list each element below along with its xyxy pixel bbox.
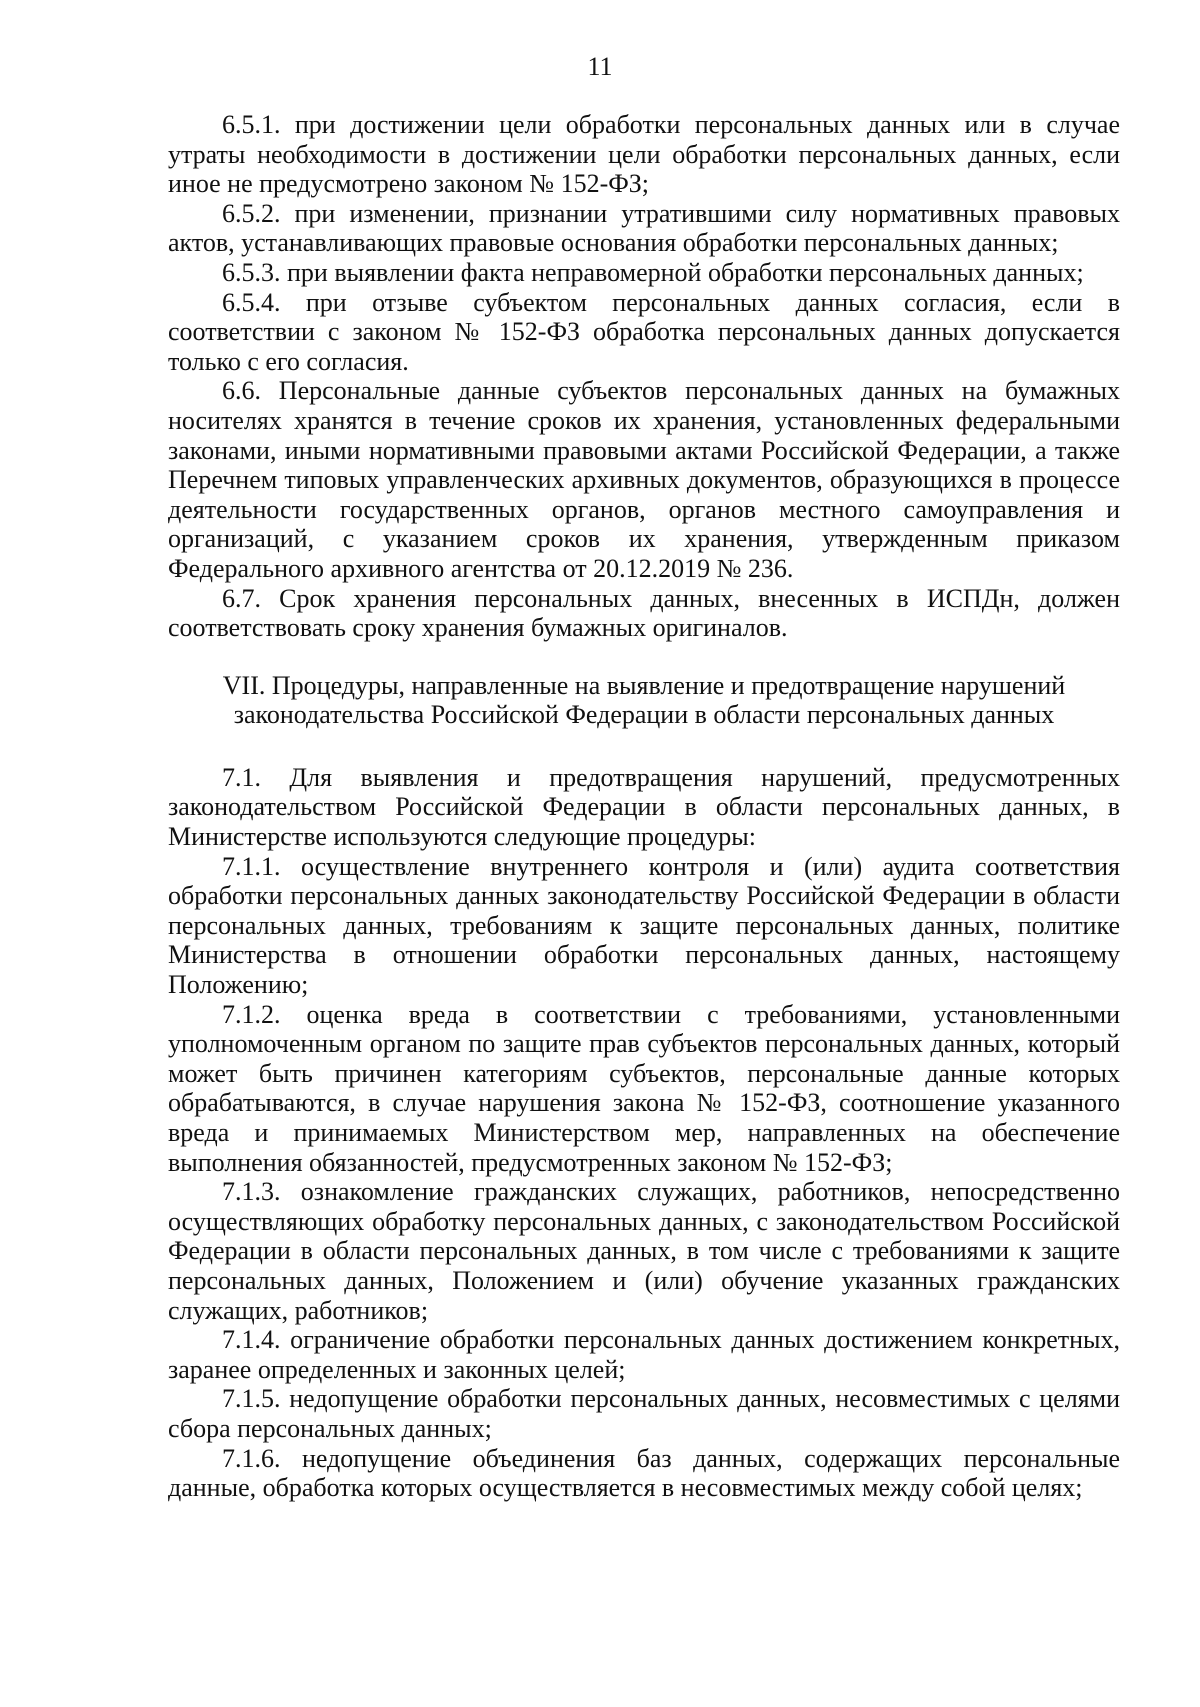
paragraph-6-5-2: 6.5.2. при изменении, признании утратившими силу нормативных правовых актов, устанавливающих правовые основания обработки персональных данных; [168,198,1120,258]
paragraph-7-1-5: 7.1.5. недопущение обработки персональных данных, несовместимых с целями сбора персональных данных; [168,1384,1120,1443]
paragraph-6-7: 6.7. Срок хранения персональных данных, внесенных в ИСПДн, должен соответствовать сроку хранения бумажных оригиналов. [168,583,1120,643]
paragraph-6-6: 6.6. Персональные данные субъектов персональных данных на бумажных носителях хранятся в течение сроков их хранения, установленных федеральными законами, иными нормативными правовыми актами Российской Федерации, а также Перечнем типовых управленческих архивных документов, образующихся в процессе деятельности государственных органов, органов местного самоуправления и организаций, с указанием сроков их хранения, утвержденным приказом Федерального архивного агентства от 20.12.2019 № 236. [168,376,1120,583]
paragraph-7-1-2: 7.1.2. оценка вреда в соответствии с требованиями, установленными уполномоченным органом по защите прав субъектов персональных данных, который может быть причинен категориям субъектов, персональные данные которых обрабатываются, в случае нарушения закона № 152-ФЗ, соотношение указанного вреда и принимаемых Министерством мер, направленных на обеспечение выполнения обязанностей, предусмотренных законом № 152-ФЗ; [168,999,1120,1177]
paragraph-7-1-6: 7.1.6. недопущение объединения баз данных, содержащих персональные данные, обработка которых осуществляется в несовместимых между собой целях; [168,1443,1120,1503]
section-heading [168,671,1120,730]
paragraph-7-1-1: 7.1.1. осуществление внутреннего контроля и (или) аудита соответствия обработки персональных данных законодательству Российской Федерации в области персональных данных, требованиям к защите персональных данных, политике Министерства в отношении обработки персональных данных, настоящему Положению; [168,851,1120,1000]
paragraph-7-1: 7.1. Для выявления и предотвращения нарушений, предусмотренных законодательством Российской Федерации в области персональных данных, в Министерстве используются следующие процедуры: [168,762,1120,852]
paragraph-6-5-3: 6.5.3. при выявлении факта неправомерной обработки персональных данных; [222,257,1084,287]
section-heading-line-2: законодательства Российской Федерации в области персональных данных [233,700,1055,730]
paragraph-6-5-4: 6.5.4. при отзыве субъектом персональных данных согласия, если в соответствии с законом № 152-ФЗ обработка персональных данных допускается только с его согласия. [168,287,1120,376]
paragraph-7-1-3: 7.1.3. ознакомление гражданских служащих, работников, непосредственно осуществляющих обработку персональных данных, с законодательством Российской Федерации в области персональных данных, в том числе с требованиями к защите персональных данных, Положением и (или) обучение указанных гражданских служащих, работников; [168,1177,1120,1325]
paragraph-7-1-4: 7.1.4. ограничение обработки персональных данных достижением конкретных, заранее определенных и законных целей; [168,1325,1120,1384]
section-heading-line-1: VII. Процедуры, направленные на выявление и предотвращение нарушений [222,670,1066,700]
page-number: 11 [587,52,613,81]
document-body [168,110,1120,1503]
paragraph-6-5-1: 6.5.1. при достижении цели обработки персональных данных или в случае утраты необходимости в достижении цели обработки персональных данных, если иное не предусмотрено законом № 152-ФЗ; [168,110,1120,199]
